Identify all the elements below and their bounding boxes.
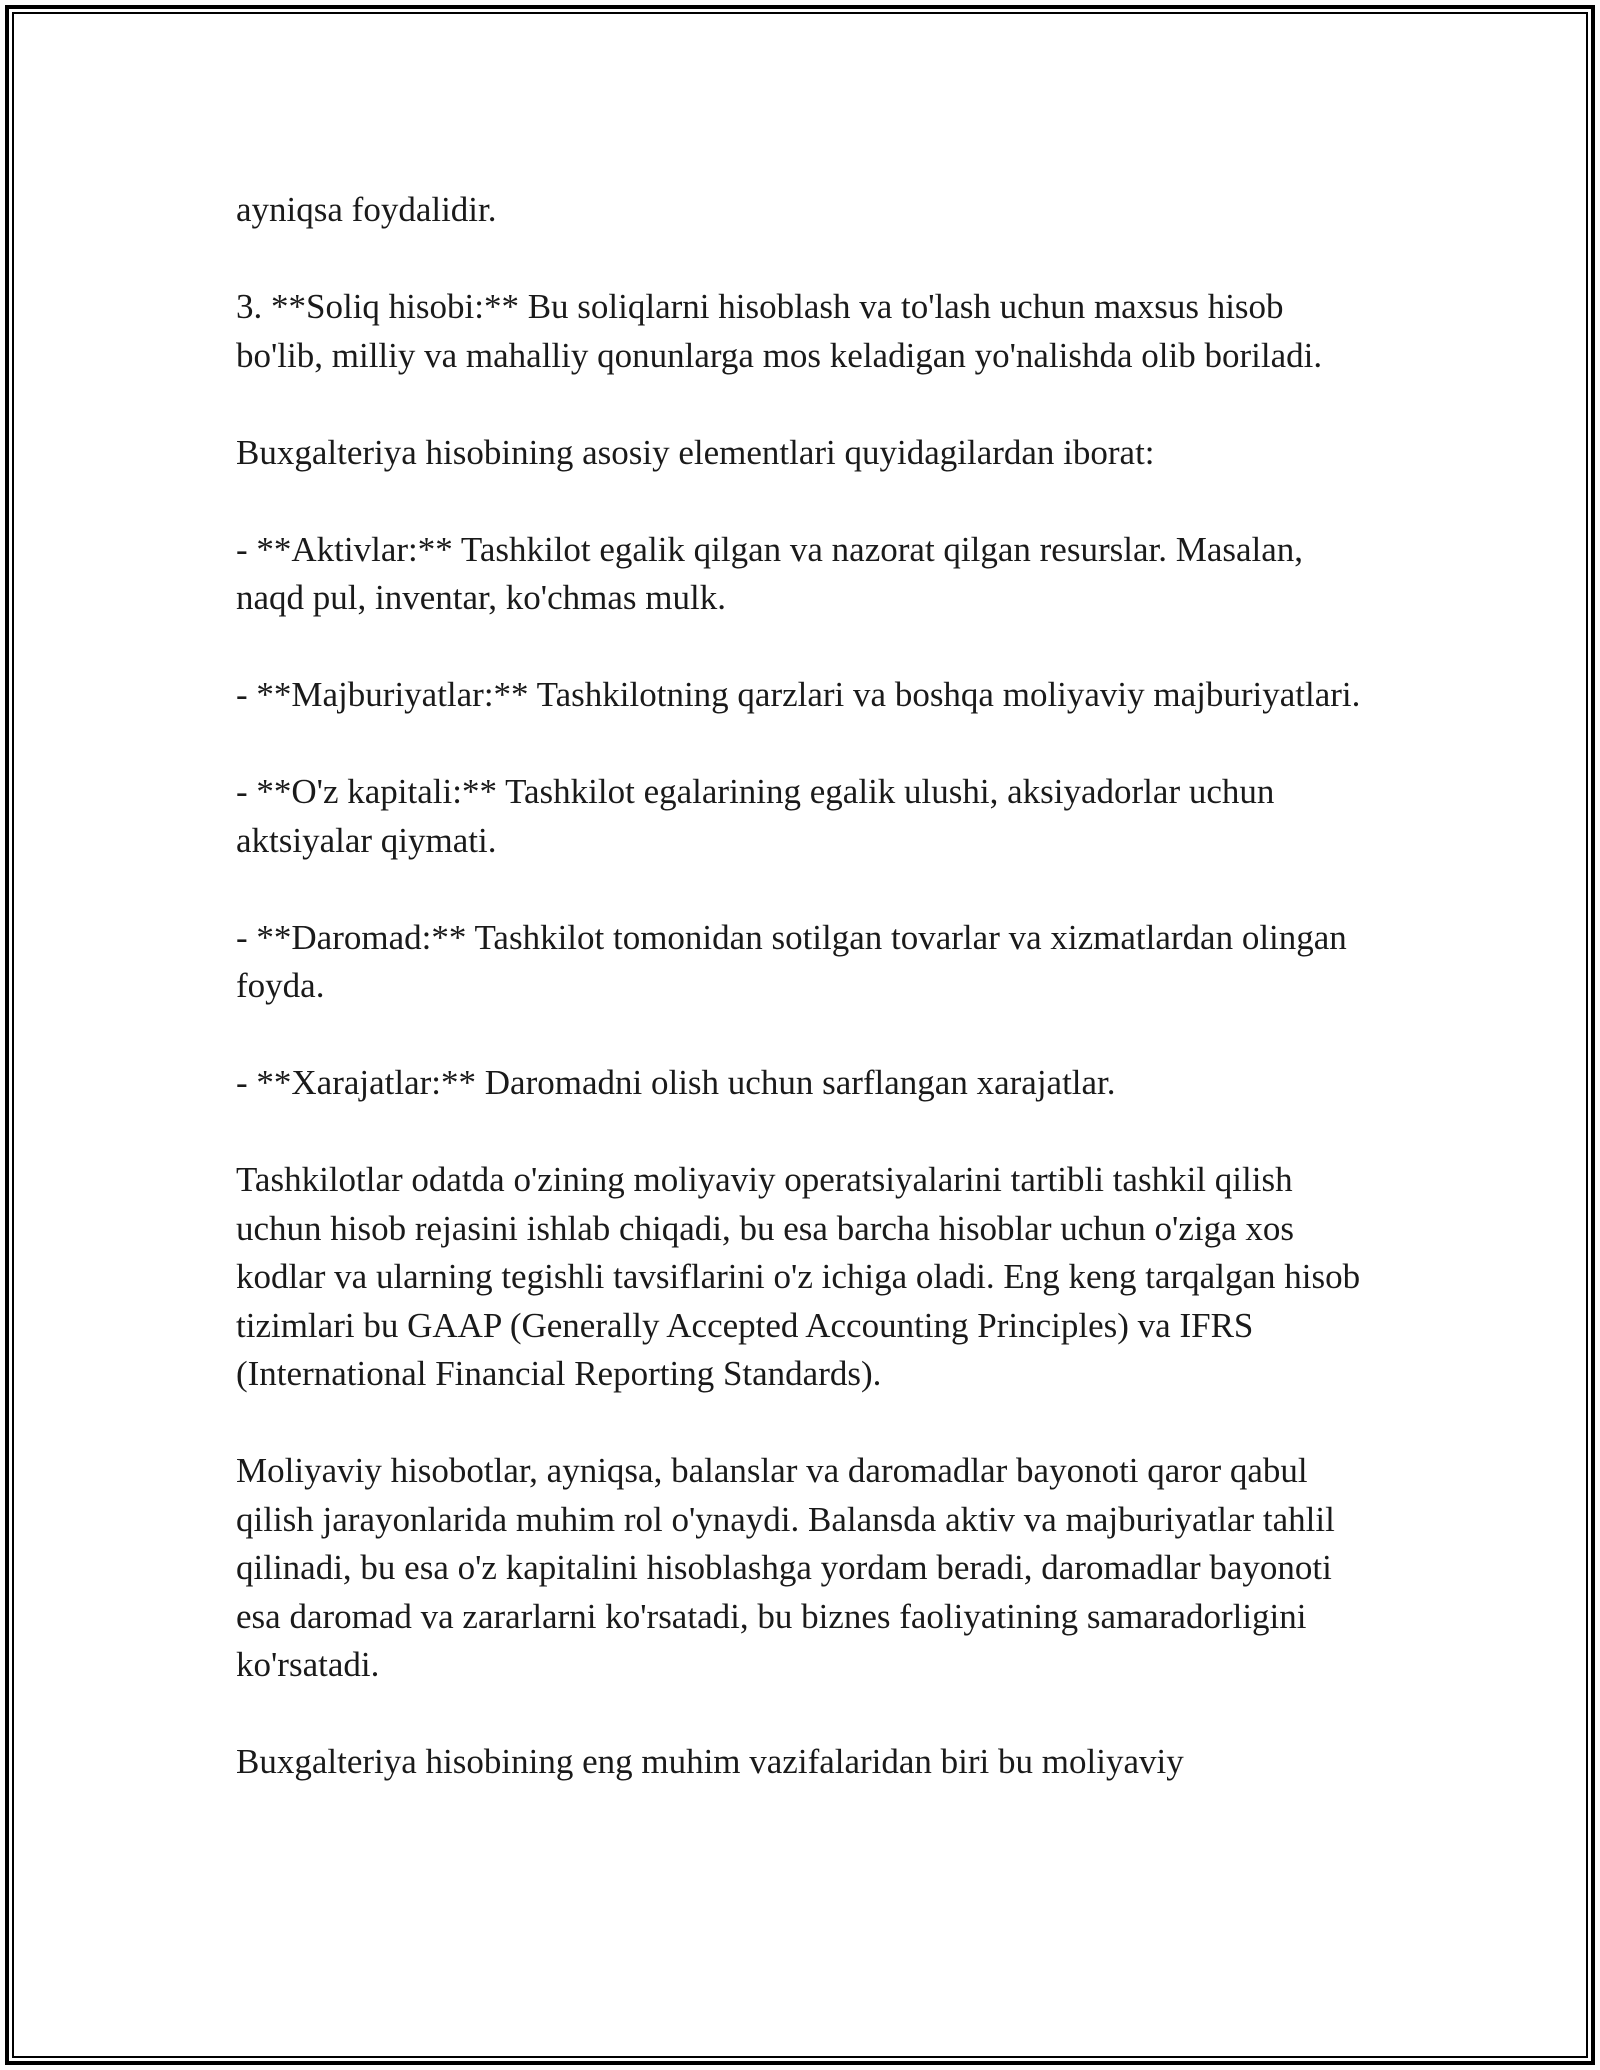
paragraph-truncated-end: Buxgalteriya hisobining eng muhim vazifalaridan biri bu moliyaviy bbox=[236, 1742, 1184, 1781]
paragraph-moliyaviy-hisobotlar: Moliyaviy hisobotlar, ayniqsa, balanslar va daromadlar bayonoti qaror qabul qilish jarayonlarida muhim rol o'ynaydi. Balansda aktiv va majburiyatlar tahlil qilinadi, bu esa o'z kapitalini hisoblashga yordam beradi, daromadlar bayonoti esa daromad va zararlarni ko'rsatadi, bu biznes faoliyatining samaradorligini ko'rsatadi. bbox=[236, 1451, 1335, 1684]
paragraph-soliq-hisobi: 3. **Soliq hisobi:** Bu soliqlarni hisoblash va to'lash uchun maxsus hisob bo'lib, milliy va mahalliy qonunlarga mos keladigan yo'nalishda olib boriladi. bbox=[236, 287, 1323, 375]
list-item-daromad: - **Daromad:** Tashkilot tomonidan sotilgan tovarlar va xizmatlardan olingan foyda. bbox=[236, 917, 1347, 1005]
paragraph-continuation: ayniqsa foydalidir. bbox=[236, 190, 497, 229]
list-item-majburiyatlar: - **Majburiyatlar:** Tashkilotning qarzlari va boshqa moliyaviy majburiyatlari. bbox=[236, 675, 1361, 714]
list-item-aktivlar: - **Aktivlar:** Tashkilot egalik qilgan va nazorat qilgan resurslar. Masalan, naqd pul, inventar, ko'chmas mulk. bbox=[236, 529, 1304, 617]
list-item-xarajatlar: - **Xarajatlar:** Daromadni olish uchun sarflangan xarajatlar. bbox=[236, 1063, 1116, 1102]
paragraph-elements-intro: Buxgalteriya hisobining asosiy elementlari quyidagilardan iborat: bbox=[236, 432, 1155, 472]
document-body bbox=[236, 186, 1376, 1787]
list-item-oz-kapitali: - **O'z kapitali:** Tashkilot egalarining egalik ulushi, aksiyadorlar uchun aktsiyalar qiymati. bbox=[236, 772, 1275, 860]
paragraph-hisob-rejasi: Tashkilotlar odatda o'zining moliyaviy operatsiyalarini tartibli tashkil qilish uchun hisob rejasini ishlab chiqadi, bu esa barcha hisoblar uchun o'ziga xos kodlar va ularning tegishli tavsiflarini o'z ichiga oladi. Eng keng tarqalgan hisob tizimlari bu GAAP (Generally Accepted Accounting Principles) va IFRS (International Financial Reporting Standards). bbox=[236, 1160, 1361, 1393]
